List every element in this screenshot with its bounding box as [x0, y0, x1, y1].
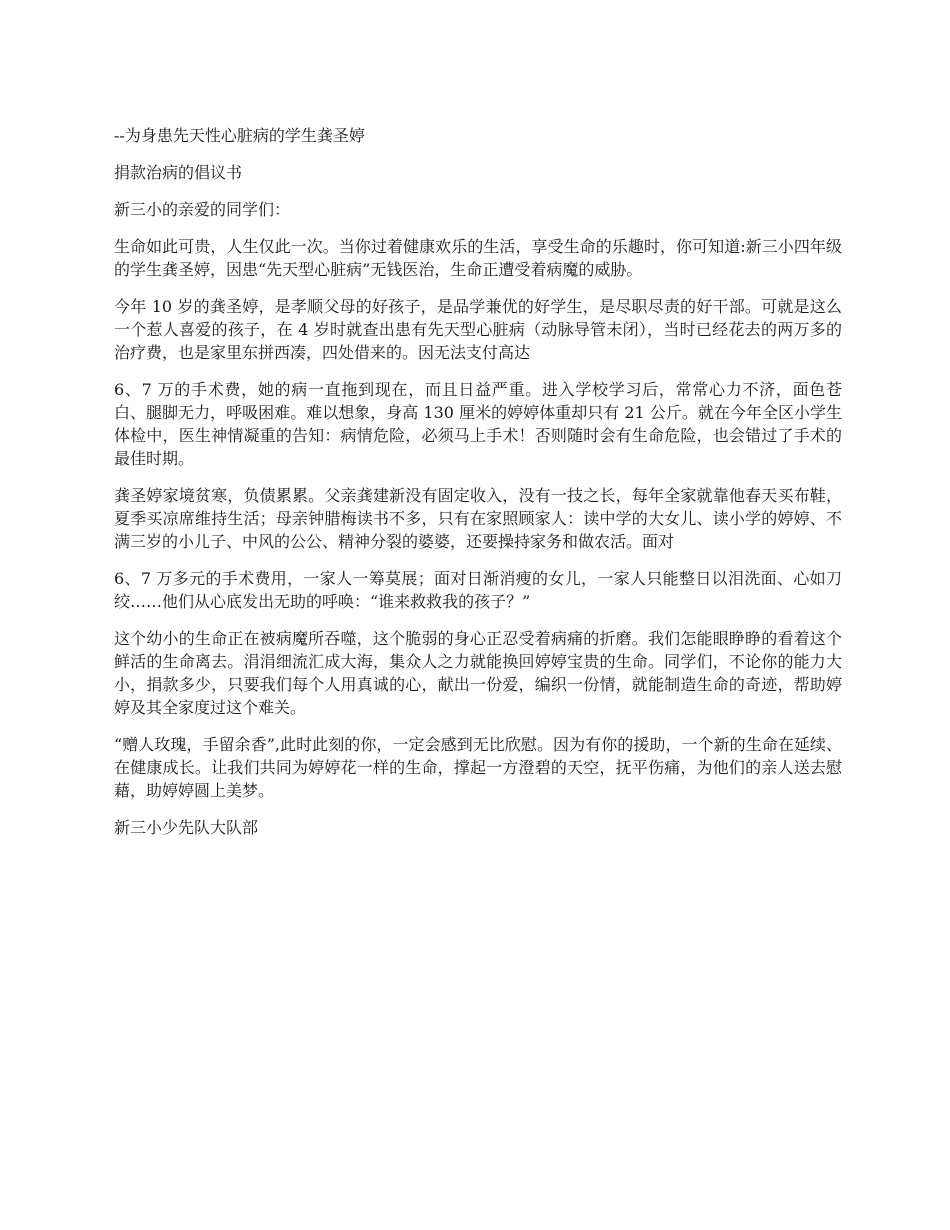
body-paragraph: “赠人玫瑰，手留余香”,此时此刻的你，一定会感到无比欣慰。因为有你的援助，一个新的生命在延续、在健康成长。让我们共同为婷婷花一样的生命，撑起一方澄碧的天空，抚平伤痛，为他们的亲人送去慰藉，助婷婷圆上美梦。: [114, 735, 842, 800]
document-title: 捐款治病的倡议书: [114, 163, 243, 182]
body-paragraph: 龚圣婷家境贫寒，负债累累。父亲龚建新没有固定收入，没有一技之长，每年全家就靠他春天买布鞋，夏季买凉席维持生活；母亲钟腊梅读书不多，只有在家照顾家人：读中学的大女儿、读小学的婷婷、不满三岁的小儿子、中风的公公、精神分裂的婆婆，还要操持家务和做农活。面对: [114, 486, 842, 551]
body-paragraph: 6、7 万的手术费，她的病一直拖到现在，而且日益严重。进入学校学习后，常常心力不济，面色苍白、腿脚无力，呼吸困难。难以想象，身高 130 厘米的婷婷体重却只有 21 公斤。就在今年全区小学生体检中，医生神情凝重的告知：病情危险，必须马上手术！否则随时会有生命危险，也会错过了手术的最佳时期。: [114, 380, 842, 468]
body-paragraph: 生命如此可贵，人生仅此一次。当你过着健康欢乐的生活，享受生命的乐趣时，你可知道:新三小四年级的学生龚圣婷，因患“先天型心脏病”无钱医治，生命正遭受着病魔的威胁。: [114, 237, 842, 279]
body-paragraph: 今年 10 岁的龚圣婷，是孝顺父母的好孩子，是品学兼优的好学生，是尽职尽责的好干部。可就是这么一个惹人喜爱的孩子，在 4 岁时就查出患有先天型心脏病（动脉导管未闭），当时已经花去的两万多的治疗费，也是家里东拼西凑，四处借来的。因无法支付高达: [114, 297, 842, 362]
signature-line: 新三小少先队大队部: [114, 818, 259, 837]
document-page: [114, 124, 842, 853]
body-paragraph: 这个幼小的生命正在被病魔所吞噬，这个脆弱的身心正忍受着病痛的折磨。我们怎能眼睁睁的看着这个鲜活的生命离去。涓涓细流汇成大海，集众人之力就能换回婷婷宝贵的生命。同学们，不论你的能力大小，捐款多少，只要我们每个人用真诚的心，献出一份爱，编织一份情，就能制造生命的奇迹，帮助婷婷及其全家度过这个难关。: [114, 629, 842, 717]
subtitle-line: --为身患先天性心脏病的学生龚圣婷: [114, 126, 365, 145]
body-paragraph: 6、7 万多元的手术费用，一家人一筹莫展；面对日渐消瘦的女儿，一家人只能整日以泪洗面、心如刀绞……他们从心底发出无助的呼唤：“谁来救救我的孩子？”: [114, 569, 842, 611]
salutation: 新三小的亲爱的同学们：: [114, 200, 291, 219]
